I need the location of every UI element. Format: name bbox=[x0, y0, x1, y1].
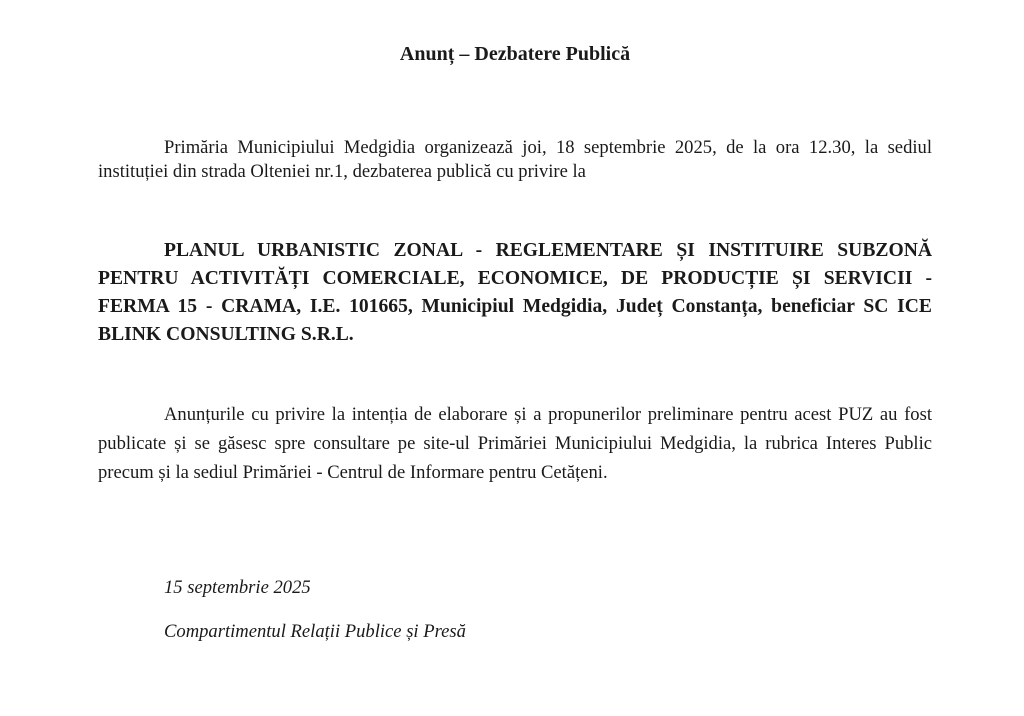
project-title-paragraph: PLANUL URBANISTIC ZONAL - REGLEMENTARE ȘI INSTITUIRE SUBZONĂ PENTRU ACTIVITĂȚI COMERCIALE, ECONOMICE, DE PRODUCȚIE ȘI SERVICII - FERMA 15 - CRAMA, I.E. 101665, Municipiul Medgidia, Județ Constanța, beneficiar SC ICE BLINK CONSULTING S.R.L. bbox=[98, 240, 932, 345]
announcement-date: 15 septembrie 2025 bbox=[164, 577, 311, 598]
document-title: Anunț – Dezbatere Publică bbox=[399, 43, 631, 65]
issuing-department: Compartimentul Relații Publice și Presă bbox=[164, 621, 466, 642]
announcement-paragraph: Primăria Municipiului Medgidia organizează joi, 18 septembrie 2025, de la ora 12.30, la sediul instituției din strada Olteniei nr.1, dezbaterea publică cu privire la bbox=[98, 137, 932, 182]
consultation-paragraph: Anunțurile cu privire la intenția de elaborare și a propunerilor preliminare pentru acest PUZ au fost publicate și se găsesc spre consultare pe site-ul Primăriei Municipiului Medgidia, la rubrica Interes Public precum și la sediul Primăriei - Centrul de Informare pentru Cetățeni. bbox=[98, 404, 932, 483]
